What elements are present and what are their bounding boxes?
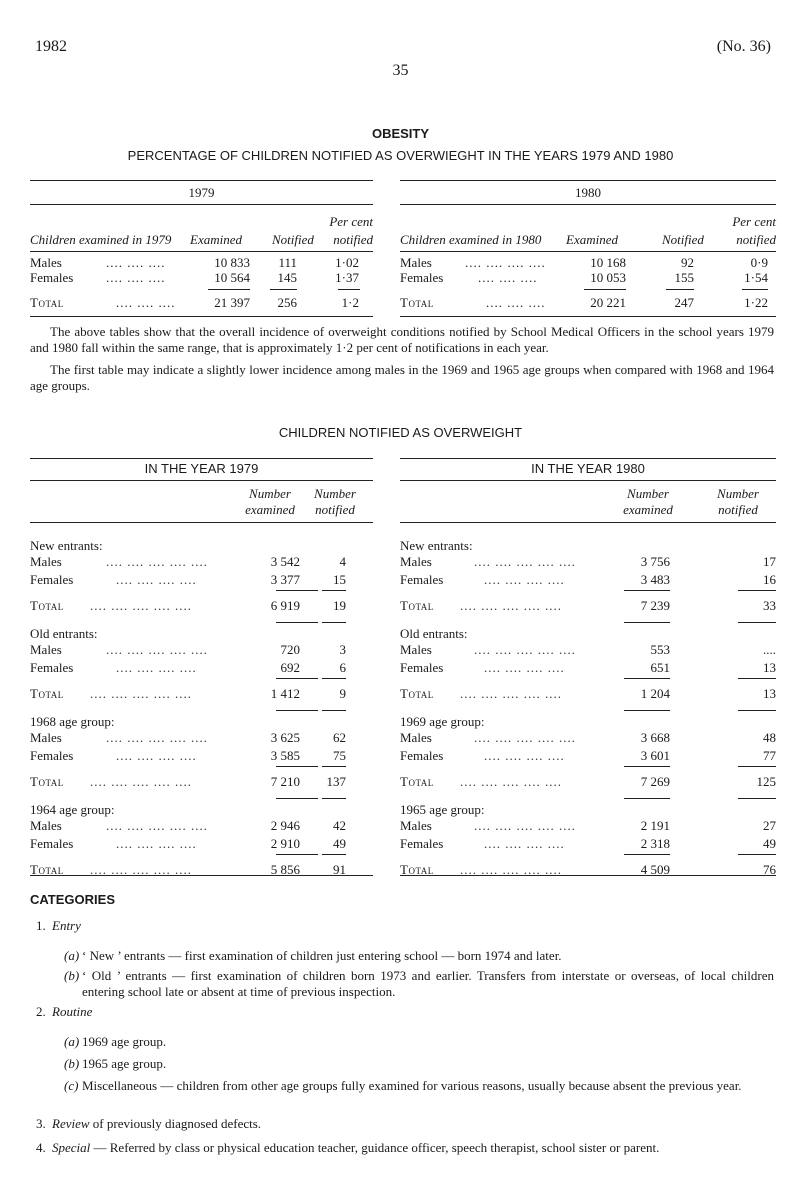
examined-value: 3 756: [640, 554, 670, 569]
row-label: Females: [30, 748, 74, 763]
subtotal-rule: [276, 798, 318, 799]
paragraph-2: The first table may indicate a slightly lower incidence among males in the 1969 and 1965 age groups when compared with 1968 and 1964 age groups.: [30, 362, 774, 393]
pct-value: 1·02: [335, 255, 359, 270]
examined-value: 10 053: [590, 270, 626, 285]
total-label: Total: [30, 862, 64, 877]
leader-dots: .... .... ....: [478, 270, 538, 285]
entry-a-text: ‘ New ’ entrants — first examination of children just entering school — born 1974 and later.: [82, 948, 562, 963]
leader-dots: .... .... .... ....: [484, 660, 565, 675]
leader-dots: .... .... .... ....: [484, 836, 565, 851]
group-heading: 1964 age group:: [30, 802, 115, 817]
table1-right-col-pct-2: notified: [736, 232, 776, 247]
routine-a-mark: (a): [64, 1034, 80, 1049]
notified-value: 49: [763, 836, 776, 851]
examined-value: 7 269: [640, 774, 670, 789]
subtotal-rule: [738, 678, 776, 679]
leader-dots: .... .... .... .... ....: [460, 774, 562, 789]
notified-value: 145: [277, 270, 297, 285]
leader-dots: .... .... .... .... ....: [106, 818, 208, 833]
subtotal-rule: [624, 678, 670, 679]
notified-value: 16: [763, 572, 776, 587]
notified-value: 92: [681, 255, 694, 270]
subtotal-rule: [738, 622, 776, 623]
table2-left-col1-b: examined: [245, 502, 295, 517]
review-text: of previously diagnosed defects.: [92, 1116, 262, 1131]
leader-dots: .... .... .... ....: [116, 748, 197, 763]
examined-value: 3 542: [270, 554, 300, 569]
examined-value: 651: [650, 660, 670, 675]
routine-title: Routine: [52, 1004, 93, 1019]
subtotal-rule: [624, 710, 670, 711]
entry-b-mark: (b): [64, 968, 80, 983]
examined-value: 3 483: [640, 572, 670, 587]
notified-value: 3: [339, 642, 346, 657]
row-label: Males: [30, 554, 62, 569]
subtotal-rule: [276, 766, 318, 767]
examined-value: 10 564: [214, 270, 250, 285]
subtotal-rule: [322, 854, 346, 855]
row-label: Males: [400, 818, 432, 833]
table2-right-col1-b: examined: [623, 502, 673, 517]
total-label: Total: [400, 598, 434, 613]
total-label: Total: [30, 774, 64, 789]
pct-value: 1·22: [744, 295, 768, 310]
subtotal-rule: [322, 622, 346, 623]
special-text: — Referred by class or physical education teacher, guidance officer, speech therapist, school sister or parent.: [93, 1140, 660, 1155]
table1-left-col-label: Children examined in 1979: [30, 232, 172, 247]
leader-dots: .... .... .... .... ....: [460, 686, 562, 701]
subtotal-rule: [624, 854, 670, 855]
entry-b-text: ‘ Old ’ entrants — first examination of children born 1973 and earlier. Transfers from interstate or overseas, of local children entering school late or absent at time of previous inspection.: [82, 968, 774, 999]
notified-value: 9: [339, 686, 346, 701]
subtotal-rule: [322, 590, 346, 591]
notified-value: 125: [756, 774, 776, 789]
row-label: Males: [30, 255, 62, 270]
total-label: Total: [400, 862, 434, 877]
notified-value: 17: [763, 554, 776, 569]
leader-dots: .... .... ....: [106, 255, 166, 270]
subtotal-rule: [624, 766, 670, 767]
total-label: Total: [400, 295, 434, 310]
examined-value: 2 946: [270, 818, 300, 833]
examined-value: 3 601: [640, 748, 670, 763]
examined-value: 3 377: [270, 572, 300, 587]
entry-number: 1.: [36, 918, 46, 933]
examined-value: 1 204: [640, 686, 670, 701]
subtotal-rule: [624, 622, 670, 623]
leader-dots: .... .... .... .... ....: [460, 598, 562, 613]
row-label: Males: [30, 642, 62, 657]
total-label: Total: [400, 774, 434, 789]
notified-value: 4: [339, 554, 346, 569]
leader-dots: .... .... .... .... ....: [106, 730, 208, 745]
entry-title: Entry: [52, 918, 81, 933]
examined-value: 553: [650, 642, 670, 657]
leader-dots: .... .... ....: [106, 270, 166, 285]
paragraph-1: The above tables show that the overall incidence of overweight conditions notified by School Medical Officers in the school years 1979 and 1980 fall within the same range, that is approximately 1·2 per cent of notifications in each year.: [30, 324, 774, 355]
special-title: Special: [52, 1140, 91, 1155]
routine-b-mark: (b): [64, 1056, 80, 1071]
leader-dots: .... .... .... .... ....: [474, 818, 576, 833]
total-label: Total: [30, 598, 64, 613]
table1-right-col-notified: Notified: [662, 232, 704, 247]
leader-dots: .... .... .... .... ....: [474, 554, 576, 569]
total-label: Total: [30, 686, 64, 701]
examined-value: 2 318: [640, 836, 670, 851]
table2-left-col1-a: Number: [249, 486, 291, 501]
leader-dots: .... .... ....: [116, 295, 176, 310]
notified-value: 13: [763, 686, 776, 701]
subtotal-rule: [276, 590, 318, 591]
table2-right-heading: IN THE YEAR 1980: [531, 461, 645, 476]
notified-value: 62: [333, 730, 346, 745]
subtotal-rule: [738, 766, 776, 767]
examined-value: 7 210: [270, 774, 300, 789]
routine-c-text: Miscellaneous — children from other age groups fully examined for various reasons, usually because absent the previous year.: [82, 1078, 742, 1093]
notified-value: 76: [763, 862, 776, 877]
notified-value: 27: [763, 818, 776, 833]
examined-value: 7 239: [640, 598, 670, 613]
row-label: Males: [400, 554, 432, 569]
review-title: Review: [52, 1116, 90, 1131]
table1-left-col-notified: Notified: [272, 232, 314, 247]
publication-year: 1982: [35, 38, 67, 55]
subtotal-rule: [738, 590, 776, 591]
examined-value: 692: [280, 660, 300, 675]
leader-dots: .... .... .... .... ....: [460, 862, 562, 877]
notified-value: 6: [339, 660, 346, 675]
categories-heading: CATEGORIES: [30, 892, 115, 907]
notified-value: 42: [333, 818, 346, 833]
page-number: 35: [392, 62, 409, 79]
notified-value: ....: [763, 642, 776, 657]
notified-value: 48: [763, 730, 776, 745]
subtotal-rule: [276, 622, 318, 623]
leader-dots: .... .... .... ....: [116, 572, 197, 587]
subtotal-rule: [322, 710, 346, 711]
examined-value: 20 221: [590, 295, 626, 310]
row-label: Females: [30, 270, 74, 285]
pct-value: 0·9: [750, 255, 768, 270]
row-label: Females: [400, 572, 444, 587]
subtotal-rule: [738, 854, 776, 855]
leader-dots: .... .... .... ....: [484, 572, 565, 587]
subtotal-rule: [738, 710, 776, 711]
leader-dots: .... .... .... ....: [116, 660, 197, 675]
examined-value: 1 412: [270, 686, 300, 701]
group-heading: 1965 age group:: [400, 802, 485, 817]
notified-value: 33: [763, 598, 776, 613]
group-heading: Old entrants:: [30, 626, 98, 641]
subtotal-rule: [624, 590, 670, 591]
table2-left-heading: IN THE YEAR 1979: [144, 461, 259, 476]
examined-value: 2 910: [270, 836, 300, 851]
table2-right-col1-a: Number: [627, 486, 669, 501]
examined-value: 2 191: [640, 818, 670, 833]
total-label: Total: [400, 686, 434, 701]
table1-right-col-pct-1: Per cent: [732, 214, 776, 229]
examined-value: 3 585: [270, 748, 300, 763]
subtotal-rule: [624, 798, 670, 799]
table1-right-col-label: Children examined in 1980: [400, 232, 542, 247]
notified-value: 155: [674, 270, 694, 285]
leader-dots: .... .... ....: [486, 295, 546, 310]
entry-a-mark: (a): [64, 948, 80, 963]
table1-right-col-examined: Examined: [566, 232, 618, 247]
group-heading: 1968 age group:: [30, 714, 115, 729]
leader-dots: .... .... .... ....: [484, 748, 565, 763]
leader-dots: .... .... .... .... ....: [474, 730, 576, 745]
examined-value: 10 833: [214, 255, 250, 270]
table2-right-col2-b: notified: [718, 502, 758, 517]
row-label: Females: [30, 572, 74, 587]
row-label: Males: [400, 255, 432, 270]
group-heading: Old entrants:: [400, 626, 468, 641]
table1-left-year: 1979: [188, 185, 215, 200]
notified-value: 19: [333, 598, 346, 613]
row-label: Males: [400, 642, 432, 657]
subtotal-rule: [322, 798, 346, 799]
examined-value: 4 509: [640, 862, 670, 877]
issue-number: (No. 36): [716, 38, 771, 55]
leader-dots: .... .... .... .... ....: [474, 642, 576, 657]
leader-dots: .... .... .... .... ....: [90, 598, 192, 613]
notified-value: 91: [333, 862, 346, 877]
notified-value: 111: [278, 255, 297, 270]
notified-value: 137: [326, 774, 346, 789]
row-label: Males: [30, 818, 62, 833]
leader-dots: .... .... .... .... ....: [90, 774, 192, 789]
table2-left-col2-a: Number: [314, 486, 356, 501]
table1-left-col-pct-1: Per cent: [329, 214, 373, 229]
row-label: Females: [30, 836, 74, 851]
examined-value: 6 919: [270, 598, 300, 613]
routine-number: 2.: [36, 1004, 46, 1019]
row-label: Females: [400, 660, 444, 675]
row-label: Females: [400, 748, 444, 763]
pct-value: 1·2: [341, 295, 359, 310]
leader-dots: .... .... .... .... ....: [106, 642, 208, 657]
group-heading: New entrants:: [400, 538, 473, 553]
examined-value: 720: [280, 642, 300, 657]
routine-b-text: 1965 age group.: [82, 1056, 167, 1071]
subtotal-rule: [276, 678, 318, 679]
subtotal-rule: [276, 710, 318, 711]
examined-value: 21 397: [214, 295, 250, 310]
total-label: Total: [30, 295, 64, 310]
row-label: Females: [400, 836, 444, 851]
pct-value: 1·54: [744, 270, 768, 285]
notified-value: 247: [674, 295, 694, 310]
examined-value: 3 668: [640, 730, 670, 745]
subtotal-rule: [738, 798, 776, 799]
subtotal-rule: [322, 766, 346, 767]
table1-left-col-examined: Examined: [190, 232, 242, 247]
examined-value: 10 168: [590, 255, 626, 270]
group-heading: 1969 age group:: [400, 714, 485, 729]
table2-title: CHILDREN NOTIFIED AS OVERWEIGHT: [278, 425, 523, 440]
row-label: Females: [30, 660, 74, 675]
table1-title: PERCENTAGE OF CHILDREN NOTIFIED AS OVERWIEGHT IN THE YEARS 1979 AND 1980: [127, 148, 674, 163]
table2-left-col2-b: notified: [315, 502, 355, 517]
review-number: 3.: [36, 1116, 46, 1131]
notified-value: 75: [333, 748, 346, 763]
notified-value: 77: [763, 748, 776, 763]
leader-dots: .... .... .... ....: [465, 255, 546, 270]
table1-left-col-pct-2: notified: [333, 232, 373, 247]
table2-right-col2-a: Number: [717, 486, 759, 501]
special-number: 4.: [36, 1140, 46, 1155]
row-label: Males: [400, 730, 432, 745]
notified-value: 256: [277, 295, 297, 310]
examined-value: 3 625: [270, 730, 300, 745]
section-title: OBESITY: [371, 126, 430, 141]
leader-dots: .... .... .... .... ....: [90, 686, 192, 701]
row-label: Females: [400, 270, 444, 285]
notified-value: 49: [333, 836, 346, 851]
leader-dots: .... .... .... .... ....: [90, 862, 192, 877]
routine-a-text: 1969 age group.: [82, 1034, 167, 1049]
pct-value: 1·37: [335, 270, 359, 285]
notified-value: 15: [333, 572, 346, 587]
subtotal-rule: [276, 854, 318, 855]
table1-right-year: 1980: [575, 185, 601, 200]
leader-dots: .... .... .... ....: [116, 836, 197, 851]
routine-c-mark: (c): [64, 1078, 79, 1093]
leader-dots: .... .... .... .... ....: [106, 554, 208, 569]
subtotal-rule: [322, 678, 346, 679]
notified-value: 13: [763, 660, 776, 675]
examined-value: 5 856: [270, 862, 300, 877]
group-heading: New entrants:: [30, 538, 103, 553]
row-label: Males: [30, 730, 62, 745]
